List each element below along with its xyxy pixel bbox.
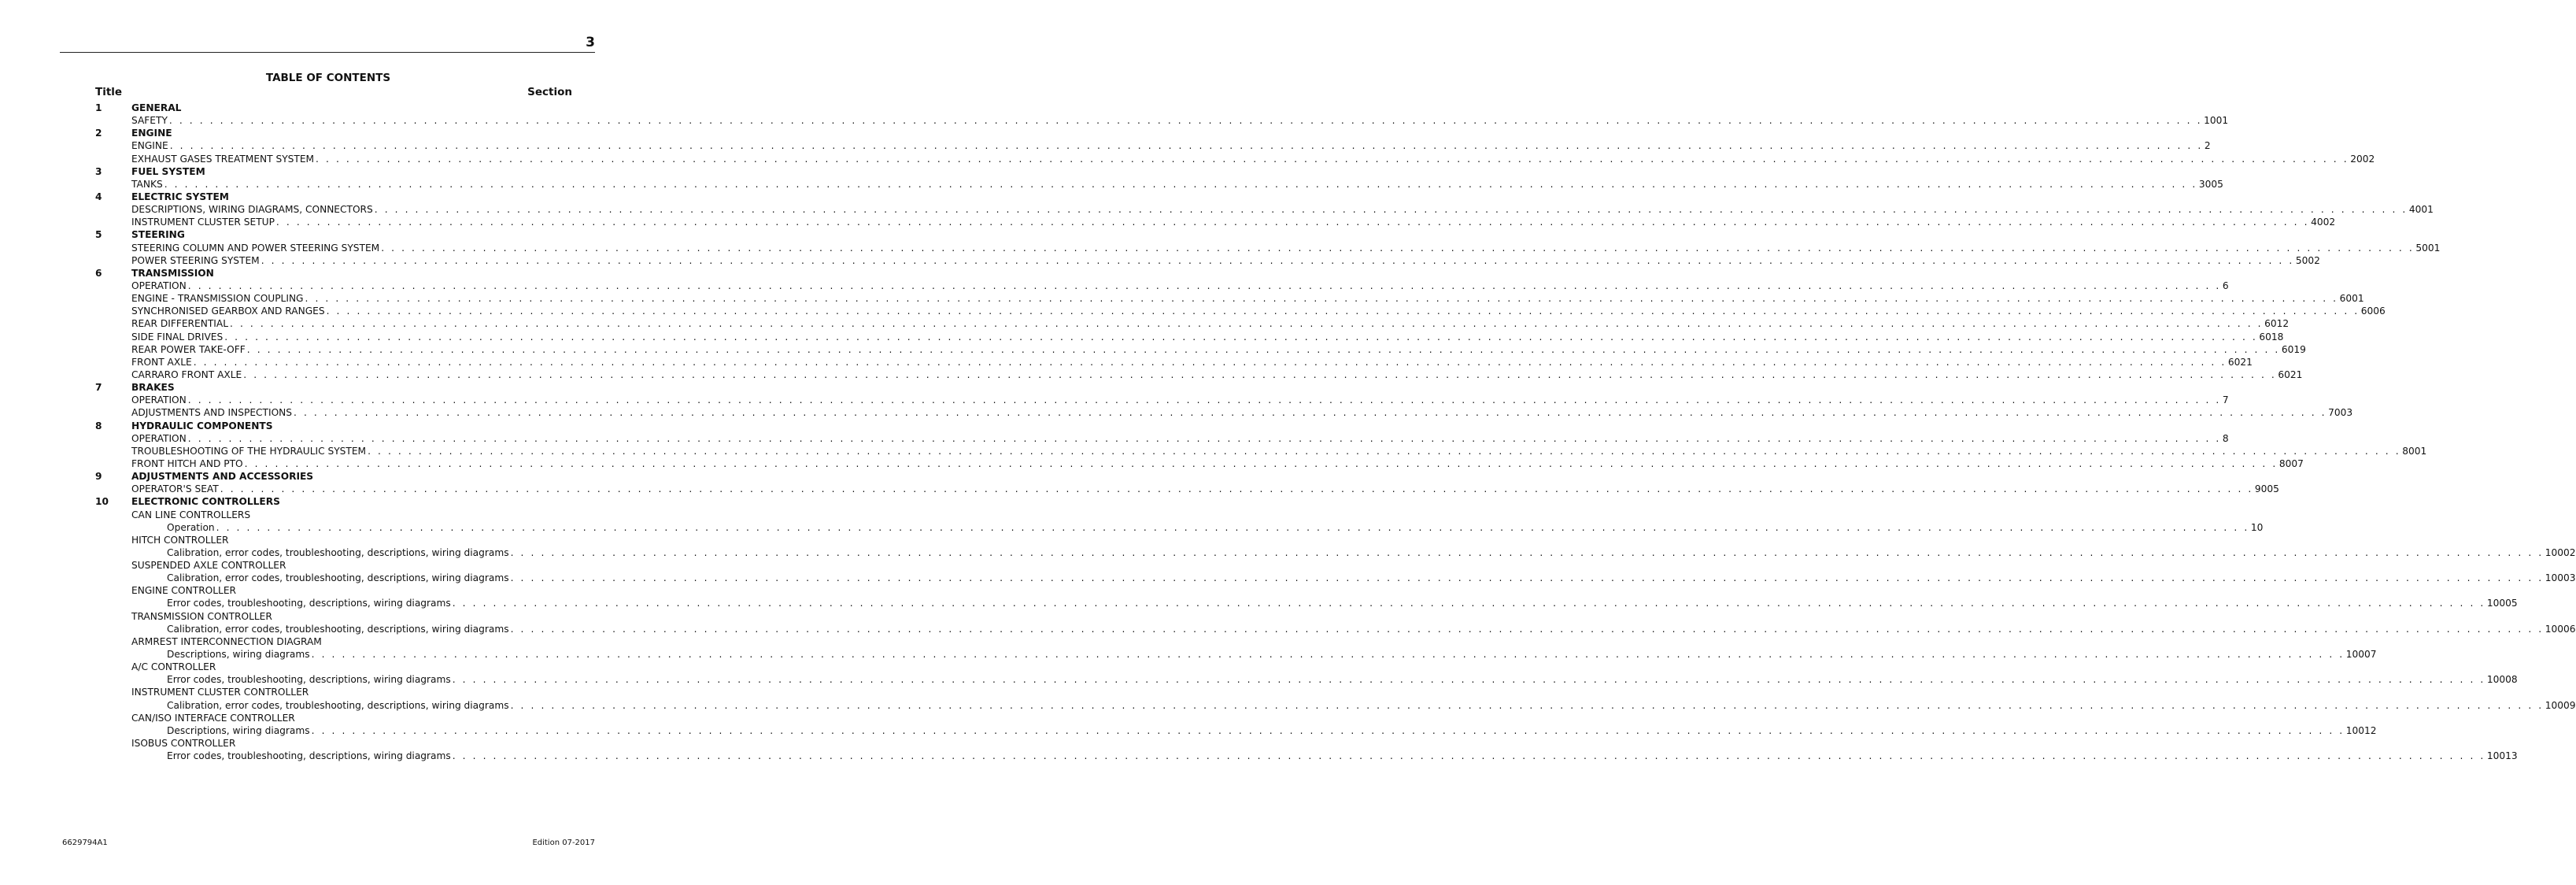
controller-heading: ENGINE CONTROLLER bbox=[131, 585, 237, 597]
section-number: 10006 bbox=[2545, 623, 2576, 635]
toc-entry-row bbox=[0, 242, 2441, 254]
section-number: 10008 bbox=[2486, 674, 2518, 686]
subheading-row bbox=[0, 661, 625, 673]
controller-heading: CAN/ISO INTERFACE CONTROLLER bbox=[131, 712, 295, 724]
dot-leader: . . . . . . . . . . . . . . . . . . . . . . . . . . . . . . . . . . . . . . . . . . . . . . . . . . . . . . . . . . . . . . . . . . . . . . . . . . . . . . . . . . . . . . . . . . . . . . . . . . . . . . . . . . . . . . . . . . . . . . . . . . . . . . . . . . . . . . . . . . . . . . . . . . . . . . . . . . . . . . . . . . . . . . . . . . . . . . . . . . . . . . . . . . . . . . . . . . . . . . . . bbox=[311, 649, 2345, 661]
entry-label: INSTRUMENT CLUSTER SETUP bbox=[131, 217, 275, 228]
dot-leader: . . . . . . . . . . . . . . . . . . . . . . . . . . . . . . . . . . . . . . . . . . . . . . . . . . . . . . . . . . . . . . . . . . . . . . . . . . . . . . . . . . . . . . . . . . . . . . . . . . . . . . . . . . . . . . . . . . . . . . . . . . . . . . . . . . . . . . . . . . . . . . . . . . . . . . . . . . . . . . . . . . . . . . . . . . . . . . . . . . . . . . . . . . . . . . . . . . . . . . . . bbox=[452, 674, 2485, 686]
toc-entry-row bbox=[0, 406, 2353, 419]
toc-entry[interactable] bbox=[131, 203, 2434, 216]
entry-label: OPERATOR'S SEAT bbox=[131, 483, 219, 495]
toc-entry-row bbox=[0, 343, 2306, 356]
column-header-section: Section bbox=[527, 86, 572, 98]
toc-entry[interactable] bbox=[167, 724, 2377, 737]
chapter-title: ADJUSTMENTS AND ACCESSORIES bbox=[131, 471, 314, 483]
toc-title: TABLE OF CONTENTS bbox=[265, 72, 391, 84]
toc-entry[interactable] bbox=[131, 292, 2364, 305]
section-number: 9005 bbox=[2254, 483, 2279, 495]
entry-label: SAFETY bbox=[131, 115, 168, 127]
toc-entry-row bbox=[0, 457, 2304, 470]
subheading-row bbox=[0, 686, 625, 698]
toc-entry-row bbox=[0, 368, 2303, 381]
toc-entry-row bbox=[0, 445, 2427, 457]
dot-leader: . . . . . . . . . . . . . . . . . . . . . . . . . . . . . . . . . . . . . . . . . . . . . . . . . . . . . . . . . . . . . . . . . . . . . . . . . . . . . . . . . . . . . . . . . . . . . . . . . . . . . . . . . . . . . . . . . . . . . . . . . . . . . . . . . . . . . . . . . . . . . . . . . . . . . . . . . . . . . . . . . . . . . . . . . . . . . . . . . . . . . . . . . . . . . . . . . . . . . . . . bbox=[220, 483, 2253, 495]
entry-label: OPERATION bbox=[131, 280, 187, 291]
toc-entry[interactable] bbox=[167, 597, 2518, 609]
entry-label: TROUBLESHOOTING OF THE HYDRAULIC SYSTEM bbox=[131, 445, 367, 457]
toc-entry-row bbox=[0, 546, 2576, 559]
section-number: 10005 bbox=[2486, 598, 2518, 609]
chapter-heading-row bbox=[0, 165, 625, 178]
column-header-title: Title bbox=[95, 86, 123, 98]
chapter-heading-row bbox=[0, 495, 625, 508]
toc-entry[interactable] bbox=[167, 572, 2576, 584]
chapter-number: 3 bbox=[95, 165, 102, 177]
toc-entry-row bbox=[0, 432, 2229, 445]
toc-entry[interactable] bbox=[167, 648, 2377, 661]
section-number: 6021 bbox=[2278, 368, 2303, 380]
entry-label: Error codes, troubleshooting, descriptions, wiring diagrams bbox=[167, 674, 451, 686]
chapter-title: BRAKES bbox=[131, 382, 175, 394]
toc-entry[interactable] bbox=[167, 699, 2576, 712]
dot-leader: . . . . . . . . . . . . . . . . . . . . . . . . . . . . . . . . . . . . . . . . . . . . . . . . . . . . . . . . . . . . . . . . . . . . . . . . . . . . . . . . . . . . . . . . . . . . . . . . . . . . . . . . . . . . . . . . . . . . . . . . . . . . . . . . . . . . . . . . . . . . . . . . . . . . . . . . . . . . . . . . . . . . . . . . . . . . . . . . . . . . . . . . . . . . . . . . . . . . . . . . bbox=[216, 521, 2249, 533]
chapter-title: GENERAL bbox=[131, 102, 182, 113]
toc-entry-row bbox=[0, 394, 2229, 406]
chapter-heading-row bbox=[0, 470, 625, 483]
entry-label: Calibration, error codes, troubleshooting, descriptions, wiring diagrams bbox=[167, 699, 509, 711]
controller-heading: ISOBUS CONTROLLER bbox=[131, 738, 236, 750]
toc-entry-row bbox=[0, 483, 2279, 495]
toc-entry[interactable] bbox=[167, 673, 2518, 686]
chapter-title: HYDRAULIC COMPONENTS bbox=[131, 420, 273, 431]
toc-entry-row bbox=[0, 572, 2576, 584]
footer-edition: Edition 07-2017 bbox=[532, 839, 595, 847]
subheading-row bbox=[0, 610, 625, 623]
controller-heading: ARMREST INTERCONNECTION DIAGRAM bbox=[131, 635, 322, 647]
section-number: 6006 bbox=[2360, 305, 2386, 317]
controller-heading: HITCH CONTROLLER bbox=[131, 534, 229, 546]
entry-label: OPERATION bbox=[131, 394, 187, 406]
section-number: 6001 bbox=[2339, 293, 2364, 305]
toc-entry[interactable] bbox=[131, 483, 2279, 495]
toc-entry[interactable] bbox=[131, 139, 2211, 152]
section-number: 7 bbox=[2222, 394, 2229, 406]
chapter-number: 4 bbox=[95, 191, 102, 202]
entry-label: Error codes, troubleshooting, descriptions, wiring diagrams bbox=[167, 598, 451, 609]
section-number: 4002 bbox=[2311, 217, 2336, 228]
entry-label: OPERATION bbox=[131, 432, 187, 444]
dot-leader: . . . . . . . . . . . . . . . . . . . . . . . . . . . . . . . . . . . . . . . . . . . . . . . . . . . . . . . . . . . . . . . . . . . . . . . . . . . . . . . . . . . . . . . . . . . . . . . . . . . . . . . . . . . . . . . . . . . . . . . . . . . . . . . . . . . . . . . . . . . . . . . . . . . . . . . . . . . . . . . . . . . . . . . . . . . . . . . . . . . . . . . . . . . . . . . . . . . . . . . . bbox=[244, 457, 2278, 469]
dot-leader: . . . . . . . . . . . . . . . . . . . . . . . . . . . . . . . . . . . . . . . . . . . . . . . . . . . . . . . . . . . . . . . . . . . . . . . . . . . . . . . . . . . . . . . . . . . . . . . . . . . . . . . . . . . . . . . . . . . . . . . . . . . . . . . . . . . . . . . . . . . . . . . . . . . . . . . . . . . . . . . . . . . . . . . . . . . . . . . . . . . . . . . . . . . . . . . . . . . . . . . . bbox=[381, 242, 2415, 254]
dot-leader: . . . . . . . . . . . . . . . . . . . . . . . . . . . . . . . . . . . . . . . . . . . . . . . . . . . . . . . . . . . . . . . . . . . . . . . . . . . . . . . . . . . . . . . . . . . . . . . . . . . . . . . . . . . . . . . . . . . . . . . . . . . . . . . . . . . . . . . . . . . . . . . . . . . . . . . . . . . . . . . . . . . . . . . . . . . . . . . . . . . . . . . . . . . . . . . . . . . . . . . . bbox=[187, 280, 2221, 291]
toc-entry[interactable] bbox=[131, 343, 2306, 356]
dot-leader: . . . . . . . . . . . . . . . . . . . . . . . . . . . . . . . . . . . . . . . . . . . . . . . . . . . . . . . . . . . . . . . . . . . . . . . . . . . . . . . . . . . . . . . . . . . . . . . . . . . . . . . . . . . . . . . . . . . . . . . . . . . . . . . . . . . . . . . . . . . . . . . . . . . . . . . . . . . . . . . . . . . . . . . . . . . . . . . . . . . . . . . . . . . . . . . . . . . . . . . . bbox=[193, 356, 2227, 368]
dot-leader: . . . . . . . . . . . . . . . . . . . . . . . . . . . . . . . . . . . . . . . . . . . . . . . . . . . . . . . . . . . . . . . . . . . . . . . . . . . . . . . . . . . . . . . . . . . . . . . . . . . . . . . . . . . . . . . . . . . . . . . . . . . . . . . . . . . . . . . . . . . . . . . . . . . . . . . . . . . . . . . . . . . . . . . . . . . . . . . . . . . . . . . . . . . . . . . . . . . . . . . . bbox=[169, 140, 2203, 152]
toc-entry-row bbox=[0, 114, 2229, 127]
entry-label: FRONT AXLE bbox=[131, 356, 192, 368]
chapter-title: ELECTRIC SYSTEM bbox=[131, 191, 229, 202]
chapter-number: 9 bbox=[95, 471, 102, 483]
section-number: 8001 bbox=[2402, 445, 2427, 457]
toc-entry[interactable] bbox=[131, 356, 2253, 368]
entry-label: Calibration, error codes, troubleshooting, descriptions, wiring diagrams bbox=[167, 546, 509, 558]
section-number: 10009 bbox=[2545, 699, 2576, 711]
section-number: 10002 bbox=[2545, 546, 2576, 558]
entry-label: ADJUSTMENTS AND INSPECTIONS bbox=[131, 407, 293, 419]
toc-entry[interactable] bbox=[131, 216, 2336, 228]
section-number: 3005 bbox=[2198, 178, 2223, 190]
toc-entry[interactable] bbox=[131, 394, 2229, 406]
chapter-number: 2 bbox=[95, 128, 102, 139]
dot-leader: . . . . . . . . . . . . . . . . . . . . . . . . . . . . . . . . . . . . . . . . . . . . . . . . . . . . . . . . . . . . . . . . . . . . . . . . . . . . . . . . . . . . . . . . . . . . . . . . . . . . . . . . . . . . . . . . . . . . . . . . . . . . . . . . . . . . . . . . . . . . . . . . . . . . . . . . . . . . . . . . . . . . . . . . . . . . . . . . . . . . . . . . . . . . . . . . . . . . . . . . bbox=[510, 572, 2544, 584]
dot-leader: . . . . . . . . . . . . . . . . . . . . . . . . . . . . . . . . . . . . . . . . . . . . . . . . . . . . . . . . . . . . . . . . . . . . . . . . . . . . . . . . . . . . . . . . . . . . . . . . . . . . . . . . . . . . . . . . . . . . . . . . . . . . . . . . . . . . . . . . . . . . . . . . . . . . . . . . . . . . . . . . . . . . . . . . . . . . . . . . . . . . . . . . . . . . . . . . . . . . . . . . bbox=[187, 432, 2221, 444]
controller-heading: INSTRUMENT CLUSTER CONTROLLER bbox=[131, 687, 309, 698]
toc-entry[interactable] bbox=[167, 750, 2518, 762]
entry-label: Error codes, troubleshooting, descriptions, wiring diagrams bbox=[167, 750, 451, 762]
dot-leader: . . . . . . . . . . . . . . . . . . . . . . . . . . . . . . . . . . . . . . . . . . . . . . . . . . . . . . . . . . . . . . . . . . . . . . . . . . . . . . . . . . . . . . . . . . . . . . . . . . . . . . . . . . . . . . . . . . . . . . . . . . . . . . . . . . . . . . . . . . . . . . . . . . . . . . . . . . . . . . . . . . . . . . . . . . . . . . . . . . . . . . . . . . . . . . . . . . . . . . . . bbox=[368, 445, 2401, 457]
subheading-row bbox=[0, 534, 625, 546]
section-number: 8007 bbox=[2278, 457, 2304, 469]
toc-entry[interactable] bbox=[167, 521, 2264, 534]
controller-heading: CAN LINE CONTROLLERS bbox=[131, 509, 251, 520]
toc-entry-row bbox=[0, 254, 2320, 267]
chapter-number: 7 bbox=[95, 382, 102, 394]
toc-entry-row bbox=[0, 356, 2253, 368]
entry-label: REAR DIFFERENTIAL bbox=[131, 318, 228, 330]
section-number: 7003 bbox=[2328, 407, 2353, 419]
entry-label: Operation bbox=[167, 521, 215, 533]
toc-entry[interactable] bbox=[131, 280, 2229, 292]
entry-label: Calibration, error codes, troubleshooting, descriptions, wiring diagrams bbox=[167, 623, 509, 635]
entry-label: POWER STEERING SYSTEM bbox=[131, 254, 260, 266]
dot-leader: . . . . . . . . . . . . . . . . . . . . . . . . . . . . . . . . . . . . . . . . . . . . . . . . . . . . . . . . . . . . . . . . . . . . . . . . . . . . . . . . . . . . . . . . . . . . . . . . . . . . . . . . . . . . . . . . . . . . . . . . . . . . . . . . . . . . . . . . . . . . . . . . . . . . . . . . . . . . . . . . . . . . . . . . . . . . . . . . . . . . . . . . . . . . . . . . . . . . . . . . bbox=[261, 254, 2294, 266]
section-number: 2002 bbox=[2350, 153, 2375, 165]
chapter-title: ELECTRONIC CONTROLLERS bbox=[131, 496, 280, 508]
toc-entry[interactable] bbox=[131, 317, 2290, 330]
chapter-heading-row bbox=[0, 102, 625, 114]
toc-entry-row bbox=[0, 331, 2284, 343]
toc-entry[interactable] bbox=[131, 178, 2223, 191]
dot-leader: . . . . . . . . . . . . . . . . . . . . . . . . . . . . . . . . . . . . . . . . . . . . . . . . . . . . . . . . . . . . . . . . . . . . . . . . . . . . . . . . . . . . . . . . . . . . . . . . . . . . . . . . . . . . . . . . . . . . . . . . . . . . . . . . . . . . . . . . . . . . . . . . . . . . . . . . . . . . . . . . . . . . . . . . . . . . . . . . . . . . . . . . . . . . . . . . . . . . . . . . bbox=[187, 394, 2221, 406]
toc-entry[interactable] bbox=[131, 457, 2304, 470]
entry-label: ENGINE bbox=[131, 140, 168, 152]
dot-leader: . . . . . . . . . . . . . . . . . . . . . . . . . . . . . . . . . . . . . . . . . . . . . . . . . . . . . . . . . . . . . . . . . . . . . . . . . . . . . . . . . . . . . . . . . . . . . . . . . . . . . . . . . . . . . . . . . . . . . . . . . . . . . . . . . . . . . . . . . . . . . . . . . . . . . . . . . . . . . . . . . . . . . . . . . . . . . . . . . . . . . . . . . . . . . . . . . . . . . . . . bbox=[294, 407, 2327, 419]
subheading-row bbox=[0, 584, 625, 597]
toc-entry-row bbox=[0, 216, 2336, 228]
dot-leader: . . . . . . . . . . . . . . . . . . . . . . . . . . . . . . . . . . . . . . . . . . . . . . . . . . . . . . . . . . . . . . . . . . . . . . . . . . . . . . . . . . . . . . . . . . . . . . . . . . . . . . . . . . . . . . . . . . . . . . . . . . . . . . . . . . . . . . . . . . . . . . . . . . . . . . . . . . . . . . . . . . . . . . . . . . . . . . . . . . . . . . . . . . . . . . . . . . . . . . . . bbox=[374, 204, 2408, 216]
dot-leader: . . . . . . . . . . . . . . . . . . . . . . . . . . . . . . . . . . . . . . . . . . . . . . . . . . . . . . . . . . . . . . . . . . . . . . . . . . . . . . . . . . . . . . . . . . . . . . . . . . . . . . . . . . . . . . . . . . . . . . . . . . . . . . . . . . . . . . . . . . . . . . . . . . . . . . . . . . . . . . . . . . . . . . . . . . . . . . . . . . . . . . . . . . . . . . . . . . . . . . . . bbox=[326, 305, 2360, 317]
entry-label: REAR POWER TAKE-OFF bbox=[131, 343, 246, 355]
controller-heading: TRANSMISSION CONTROLLER bbox=[131, 610, 272, 622]
subheading-row bbox=[0, 509, 625, 521]
dot-leader: . . . . . . . . . . . . . . . . . . . . . . . . . . . . . . . . . . . . . . . . . . . . . . . . . . . . . . . . . . . . . . . . . . . . . . . . . . . . . . . . . . . . . . . . . . . . . . . . . . . . . . . . . . . . . . . . . . . . . . . . . . . . . . . . . . . . . . . . . . . . . . . . . . . . . . . . . . . . . . . . . . . . . . . . . . . . . . . . . . . . . . . . . . . . . . . . . . . . . . . . bbox=[164, 178, 2197, 190]
entry-label: SYNCHRONISED GEARBOX AND RANGES bbox=[131, 305, 325, 317]
toc-entry[interactable] bbox=[167, 546, 2576, 559]
subheading-row bbox=[0, 559, 625, 572]
entry-label: CARRARO FRONT AXLE bbox=[131, 368, 242, 380]
section-number: 10 bbox=[2250, 521, 2264, 533]
dot-leader: . . . . . . . . . . . . . . . . . . . . . . . . . . . . . . . . . . . . . . . . . . . . . . . . . . . . . . . . . . . . . . . . . . . . . . . . . . . . . . . . . . . . . . . . . . . . . . . . . . . . . . . . . . . . . . . . . . . . . . . . . . . . . . . . . . . . . . . . . . . . . . . . . . . . . . . . . . . . . . . . . . . . . . . . . . . . . . . . . . . . . . . . . . . . . . . . . . . . . . . . bbox=[230, 318, 2264, 330]
toc-entry[interactable] bbox=[167, 623, 2576, 635]
section-number: 6012 bbox=[2264, 318, 2290, 330]
controller-heading: A/C CONTROLLER bbox=[131, 661, 216, 673]
toc-entry-row bbox=[0, 648, 2377, 661]
toc-entry[interactable] bbox=[131, 254, 2320, 267]
section-number: 4001 bbox=[2408, 204, 2434, 216]
entry-label: FRONT HITCH AND PTO bbox=[131, 457, 243, 469]
toc-entry-row bbox=[0, 597, 2518, 609]
toc-entry-row bbox=[0, 203, 2434, 216]
dot-leader: . . . . . . . . . . . . . . . . . . . . . . . . . . . . . . . . . . . . . . . . . . . . . . . . . . . . . . . . . . . . . . . . . . . . . . . . . . . . . . . . . . . . . . . . . . . . . . . . . . . . . . . . . . . . . . . . . . . . . . . . . . . . . . . . . . . . . . . . . . . . . . . . . . . . . . . . . . . . . . . . . . . . . . . . . . . . . . . . . . . . . . . . . . . . . . . . . . . . . . . . bbox=[311, 724, 2345, 736]
section-number: 10003 bbox=[2545, 572, 2576, 584]
toc-entry[interactable] bbox=[131, 445, 2427, 457]
toc-entry-row bbox=[0, 623, 2576, 635]
dot-leader: . . . . . . . . . . . . . . . . . . . . . . . . . . . . . . . . . . . . . . . . . . . . . . . . . . . . . . . . . . . . . . . . . . . . . . . . . . . . . . . . . . . . . . . . . . . . . . . . . . . . . . . . . . . . . . . . . . . . . . . . . . . . . . . . . . . . . . . . . . . . . . . . . . . . . . . . . . . . . . . . . . . . . . . . . . . . . . . . . . . . . . . . . . . . . . . . . . . . . . . . bbox=[168, 115, 2203, 127]
section-number: 6021 bbox=[2227, 356, 2253, 368]
toc-entry[interactable] bbox=[131, 331, 2284, 343]
dot-leader: . . . . . . . . . . . . . . . . . . . . . . . . . . . . . . . . . . . . . . . . . . . . . . . . . . . . . . . . . . . . . . . . . . . . . . . . . . . . . . . . . . . . . . . . . . . . . . . . . . . . . . . . . . . . . . . . . . . . . . . . . . . . . . . . . . . . . . . . . . . . . . . . . . . . . . . . . . . . . . . . . . . . . . . . . . . . . . . . . . . . . . . . . . . . . . . . . . . . . . . . bbox=[246, 343, 2280, 355]
toc-entry-row bbox=[0, 673, 2518, 686]
chapter-title: TRANSMISSION bbox=[131, 267, 214, 279]
chapter-number: 6 bbox=[95, 267, 102, 279]
toc-entry-row bbox=[0, 699, 2576, 712]
toc-entry[interactable] bbox=[131, 305, 2386, 317]
toc-entry[interactable] bbox=[131, 153, 2375, 165]
chapter-title: FUEL SYSTEM bbox=[131, 165, 205, 177]
controller-heading: SUSPENDED AXLE CONTROLLER bbox=[131, 560, 286, 572]
table-of-contents bbox=[0, 102, 2576, 762]
section-number: 6019 bbox=[2281, 343, 2306, 355]
section-number: 8 bbox=[2222, 432, 2229, 444]
toc-entry-row bbox=[0, 317, 2290, 330]
subheading-row bbox=[0, 737, 625, 750]
toc-entry[interactable] bbox=[131, 406, 2353, 419]
toc-entry-row bbox=[0, 521, 2264, 534]
section-number: 10007 bbox=[2345, 649, 2377, 661]
section-number: 5001 bbox=[2415, 242, 2441, 254]
dot-leader: . . . . . . . . . . . . . . . . . . . . . . . . . . . . . . . . . . . . . . . . . . . . . . . . . . . . . . . . . . . . . . . . . . . . . . . . . . . . . . . . . . . . . . . . . . . . . . . . . . . . . . . . . . . . . . . . . . . . . . . . . . . . . . . . . . . . . . . . . . . . . . . . . . . . . . . . . . . . . . . . . . . . . . . . . . . . . . . . . . . . . . . . . . . . . . . . . . . . . . . . bbox=[305, 293, 2338, 305]
page-number: 3 bbox=[586, 35, 595, 50]
entry-label: Descriptions, wiring diagrams bbox=[167, 649, 310, 661]
chapter-title: ENGINE bbox=[131, 128, 172, 139]
entry-label: TANKS bbox=[131, 178, 163, 190]
toc-entry-row bbox=[0, 280, 2229, 292]
section-number: 10012 bbox=[2345, 724, 2377, 736]
section-number: 1001 bbox=[2204, 115, 2229, 127]
entry-label: Calibration, error codes, troubleshooting, descriptions, wiring diagrams bbox=[167, 572, 509, 584]
dot-leader: . . . . . . . . . . . . . . . . . . . . . . . . . . . . . . . . . . . . . . . . . . . . . . . . . . . . . . . . . . . . . . . . . . . . . . . . . . . . . . . . . . . . . . . . . . . . . . . . . . . . . . . . . . . . . . . . . . . . . . . . . . . . . . . . . . . . . . . . . . . . . . . . . . . . . . . . . . . . . . . . . . . . . . . . . . . . . . . . . . . . . . . . . . . . . . . . . . . . . . . . bbox=[510, 623, 2544, 635]
dot-leader: . . . . . . . . . . . . . . . . . . . . . . . . . . . . . . . . . . . . . . . . . . . . . . . . . . . . . . . . . . . . . . . . . . . . . . . . . . . . . . . . . . . . . . . . . . . . . . . . . . . . . . . . . . . . . . . . . . . . . . . . . . . . . . . . . . . . . . . . . . . . . . . . . . . . . . . . . . . . . . . . . . . . . . . . . . . . . . . . . . . . . . . . . . . . . . . . . . . . . . . . bbox=[243, 368, 2277, 380]
chapter-heading-row bbox=[0, 420, 625, 432]
chapter-heading-row bbox=[0, 267, 625, 280]
dot-leader: . . . . . . . . . . . . . . . . . . . . . . . . . . . . . . . . . . . . . . . . . . . . . . . . . . . . . . . . . . . . . . . . . . . . . . . . . . . . . . . . . . . . . . . . . . . . . . . . . . . . . . . . . . . . . . . . . . . . . . . . . . . . . . . . . . . . . . . . . . . . . . . . . . . . . . . . . . . . . . . . . . . . . . . . . . . . . . . . . . . . . . . . . . . . . . . . . . . . . . . . bbox=[510, 546, 2544, 558]
section-number: 5002 bbox=[2295, 254, 2320, 266]
toc-entry[interactable] bbox=[131, 368, 2303, 381]
toc-entry-row bbox=[0, 292, 2364, 305]
toc-entry-row bbox=[0, 305, 2386, 317]
dot-leader: . . . . . . . . . . . . . . . . . . . . . . . . . . . . . . . . . . . . . . . . . . . . . . . . . . . . . . . . . . . . . . . . . . . . . . . . . . . . . . . . . . . . . . . . . . . . . . . . . . . . . . . . . . . . . . . . . . . . . . . . . . . . . . . . . . . . . . . . . . . . . . . . . . . . . . . . . . . . . . . . . . . . . . . . . . . . . . . . . . . . . . . . . . . . . . . . . . . . . . . . bbox=[224, 331, 2258, 343]
entry-label: DESCRIPTIONS, WIRING DIAGRAMS, CONNECTORS bbox=[131, 204, 373, 216]
dot-leader: . . . . . . . . . . . . . . . . . . . . . . . . . . . . . . . . . . . . . . . . . . . . . . . . . . . . . . . . . . . . . . . . . . . . . . . . . . . . . . . . . . . . . . . . . . . . . . . . . . . . . . . . . . . . . . . . . . . . . . . . . . . . . . . . . . . . . . . . . . . . . . . . . . . . . . . . . . . . . . . . . . . . . . . . . . . . . . . . . . . . . . . . . . . . . . . . . . . . . . . . bbox=[510, 699, 2544, 711]
entry-label: Descriptions, wiring diagrams bbox=[167, 724, 310, 736]
toc-entry-row bbox=[0, 750, 2518, 762]
chapter-heading-row bbox=[0, 228, 625, 241]
toc-entry-row bbox=[0, 139, 2211, 152]
dot-leader: . . . . . . . . . . . . . . . . . . . . . . . . . . . . . . . . . . . . . . . . . . . . . . . . . . . . . . . . . . . . . . . . . . . . . . . . . . . . . . . . . . . . . . . . . . . . . . . . . . . . . . . . . . . . . . . . . . . . . . . . . . . . . . . . . . . . . . . . . . . . . . . . . . . . . . . . . . . . . . . . . . . . . . . . . . . . . . . . . . . . . . . . . . . . . . . . . . . . . . . . bbox=[275, 217, 2310, 228]
entry-label: EXHAUST GASES TREATMENT SYSTEM bbox=[131, 153, 315, 165]
dot-leader: . . . . . . . . . . . . . . . . . . . . . . . . . . . . . . . . . . . . . . . . . . . . . . . . . . . . . . . . . . . . . . . . . . . . . . . . . . . . . . . . . . . . . . . . . . . . . . . . . . . . . . . . . . . . . . . . . . . . . . . . . . . . . . . . . . . . . . . . . . . . . . . . . . . . . . . . . . . . . . . . . . . . . . . . . . . . . . . . . . . . . . . . . . . . . . . . . . . . . . . . bbox=[452, 598, 2485, 609]
toc-entry[interactable] bbox=[131, 432, 2229, 445]
chapter-number: 1 bbox=[95, 102, 102, 113]
toc-entry-row bbox=[0, 153, 2375, 165]
toc-entry-row bbox=[0, 178, 2223, 191]
chapter-number: 5 bbox=[95, 229, 102, 241]
dot-leader: . . . . . . . . . . . . . . . . . . . . . . . . . . . . . . . . . . . . . . . . . . . . . . . . . . . . . . . . . . . . . . . . . . . . . . . . . . . . . . . . . . . . . . . . . . . . . . . . . . . . . . . . . . . . . . . . . . . . . . . . . . . . . . . . . . . . . . . . . . . . . . . . . . . . . . . . . . . . . . . . . . . . . . . . . . . . . . . . . . . . . . . . . . . . . . . . . . . . . . . . bbox=[452, 750, 2485, 762]
header-rule bbox=[60, 52, 595, 53]
chapter-number: 10 bbox=[95, 496, 109, 508]
subheading-row bbox=[0, 635, 625, 648]
entry-label: ENGINE - TRANSMISSION COUPLING bbox=[131, 293, 304, 305]
subheading-row bbox=[0, 712, 625, 724]
chapter-title: STEERING bbox=[131, 229, 185, 241]
section-number: 10013 bbox=[2486, 750, 2518, 762]
toc-entry-row bbox=[0, 724, 2377, 737]
chapter-heading-row bbox=[0, 381, 625, 394]
dot-leader: . . . . . . . . . . . . . . . . . . . . . . . . . . . . . . . . . . . . . . . . . . . . . . . . . . . . . . . . . . . . . . . . . . . . . . . . . . . . . . . . . . . . . . . . . . . . . . . . . . . . . . . . . . . . . . . . . . . . . . . . . . . . . . . . . . . . . . . . . . . . . . . . . . . . . . . . . . . . . . . . . . . . . . . . . . . . . . . . . . . . . . . . . . . . . . . . . . . . . . . . bbox=[316, 153, 2349, 165]
toc-entry[interactable] bbox=[131, 114, 2229, 127]
section-number: 6 bbox=[2222, 280, 2229, 291]
chapter-heading-row bbox=[0, 191, 625, 203]
footer-doc-number: 6629794A1 bbox=[62, 839, 108, 847]
entry-label: SIDE FINAL DRIVES bbox=[131, 331, 224, 343]
section-number: 6018 bbox=[2259, 331, 2284, 343]
section-number: 2 bbox=[2204, 140, 2211, 152]
entry-label: STEERING COLUMN AND POWER STEERING SYSTEM bbox=[131, 242, 380, 254]
toc-entry[interactable] bbox=[131, 242, 2441, 254]
chapter-number: 8 bbox=[95, 420, 102, 431]
chapter-heading-row bbox=[0, 127, 625, 139]
